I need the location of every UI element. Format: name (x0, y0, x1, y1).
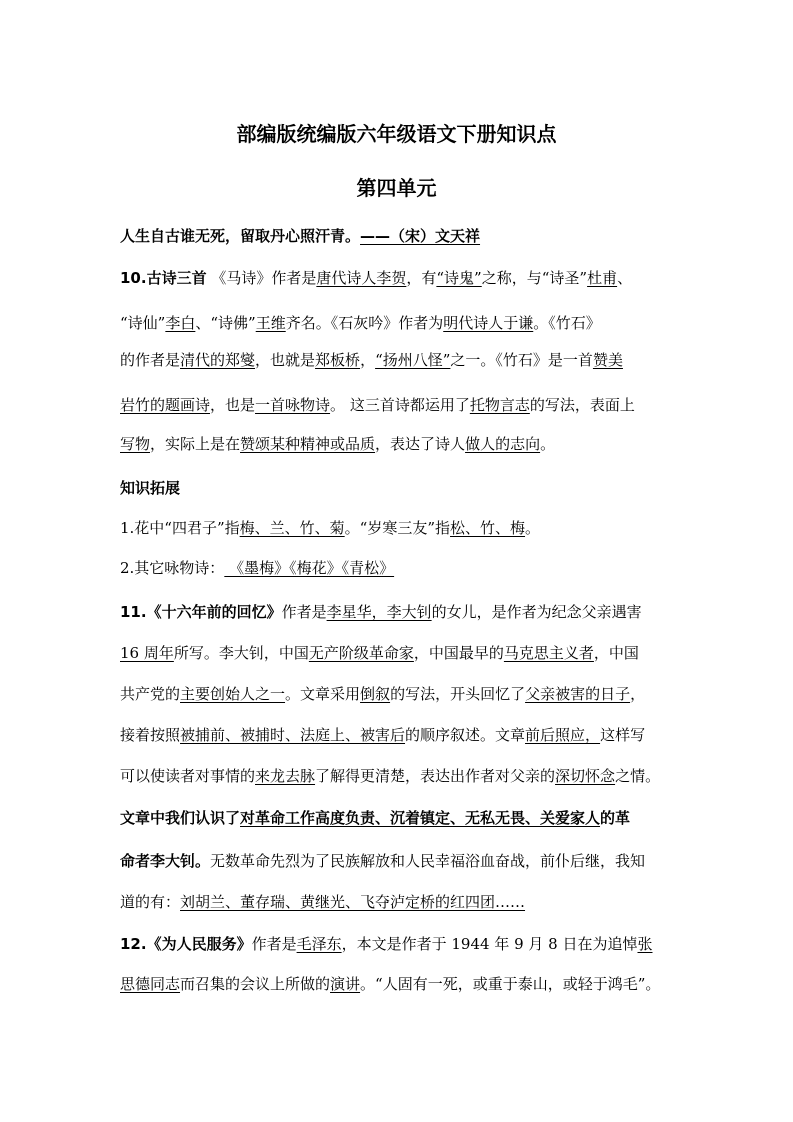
extension-item-1 (120, 518, 540, 538)
motto-source: ——（宋）文天祥 (360, 227, 481, 245)
text: 文章中我们认识了 (120, 809, 241, 827)
text: 。“人固有一死，或重于泰山，或轻于鸿毛”。 (360, 975, 661, 993)
p11-line-6 (120, 808, 630, 828)
text: 所写。李大钊，中国 (173, 644, 309, 662)
underlined-text: 做人的志向 (465, 435, 541, 453)
underlined-text: 张 (637, 935, 653, 953)
text: ，本文是作者于 1944 年 9 月 8 日在为追悼 (341, 935, 638, 953)
underlined-text: 唐代诗人李贺 (316, 269, 407, 287)
text: ，也是 (210, 396, 256, 414)
underlined-text: 无产阶级革命家 (308, 644, 414, 662)
underlined-text: 演讲 (330, 975, 361, 993)
underlined-text: 深切怀念 (555, 767, 616, 785)
underlined-text: 一首咏物诗 (255, 396, 331, 414)
underlined-text: 岩竹的题画诗 (120, 396, 211, 414)
text: 作者是 (251, 935, 297, 953)
p12-line-2 (120, 974, 660, 994)
underlined-text: 对革命工作高度负责、沉着镇定、无私无畏、关爱家人 (240, 809, 601, 827)
text: 可以使读者对事情的 (120, 767, 256, 785)
bold-text: 命者李大钊。 (120, 852, 211, 870)
text: 、 (617, 269, 633, 287)
underlined-text: 赞美 (592, 351, 623, 369)
text: 了解得更清楚，表达出作者对父亲的 (315, 767, 556, 785)
text: 的作者是 (120, 351, 181, 369)
text: 之一。《竹石》是一首 (450, 351, 593, 369)
underlined-text: 赞颂某种精神或品质 (240, 435, 376, 453)
text: 这样写 (600, 726, 646, 744)
underlined-text: 倒叙 (360, 685, 391, 703)
extension-item-2 (120, 558, 394, 578)
text: 1.花中“四君子”指 (120, 519, 240, 537)
p10-line-5 (120, 434, 555, 454)
text: 齐名。《石灰吟》作者为 (285, 314, 444, 332)
p11-line-2 (120, 643, 639, 663)
motto-text: 人生自古谁无死，留取丹心照汗青。 (120, 227, 361, 245)
underlined-text: 李星华，李大钊 (326, 603, 432, 621)
underlined-text: 松、竹、梅 (450, 519, 526, 537)
text: ， (360, 351, 376, 369)
text: 而召集的会议上所做的 (180, 975, 331, 993)
underlined-text: 被捕前、被捕时、法庭上、被害后 (180, 726, 406, 744)
p12-line-1 (120, 934, 653, 954)
underlined-text: 来龙去脉 (255, 767, 316, 785)
underlined-text: “扬州八怪” (375, 351, 451, 369)
text: ，有 (406, 269, 437, 287)
text: 道的有： (120, 893, 181, 911)
text: 的革 (600, 809, 631, 827)
underlined-text: 李白 (165, 314, 196, 332)
text: ，中国最早的 (413, 644, 504, 662)
underlined-text: 《墨梅》《梅花》《青松》 (224, 559, 395, 577)
text: ，也就是 (255, 351, 316, 369)
text: 。《竹石》 (533, 314, 601, 332)
document-title: 部编版统编版六年级语文下册知识点 (236, 122, 557, 146)
text: 的女儿，是作者为纪念父亲遇害 (431, 603, 642, 621)
p10-line-4 (120, 395, 635, 415)
underlined-text: 刘胡兰、董存瑞、黄继光、飞夺泸定桥的红四团…… (180, 893, 526, 911)
text: ， (630, 685, 646, 703)
underlined-text: 明代诗人于谦 (443, 314, 534, 332)
underlined-text: 托物言志 (469, 396, 530, 414)
underlined-text: 王维 (255, 314, 286, 332)
underlined-text: 清代的郑燮 (180, 351, 256, 369)
unit-heading: 第四单元 (356, 176, 437, 200)
underlined-text: 梅、兰、竹、菊 (239, 519, 345, 537)
underlined-text: 马克思主义者 (503, 644, 594, 662)
text: 。文章采用 (285, 685, 361, 703)
underlined-text: 郑板桥 (315, 351, 361, 369)
p11-line-5 (120, 766, 660, 786)
p11-line-7 (120, 851, 645, 871)
p11-line-4 (120, 725, 645, 745)
p10-line-2 (120, 313, 601, 333)
underlined-text: 主要创始人之一 (180, 685, 286, 703)
text: 。 (540, 435, 556, 453)
text: 的顺序叙述。文章 (405, 726, 526, 744)
text: 无数革命先烈为了民族解放和人民幸福浴血奋战，前仆后继，我知 (210, 852, 646, 870)
text: ，实际上是在 (150, 435, 241, 453)
text: ，表达了诗人 (375, 435, 466, 453)
underlined-text: 杜甫 (587, 269, 618, 287)
text: 共产党的 (120, 685, 181, 703)
underlined-text: 毛泽东 (296, 935, 342, 953)
text: ，中国 (593, 644, 639, 662)
underlined-text: 写物 (120, 435, 151, 453)
text: 、“诗佛” (195, 314, 256, 332)
text: 之称，与“诗圣” (481, 269, 588, 287)
text: 。 (525, 519, 541, 537)
text: 的写法，开头回忆了 (390, 685, 526, 703)
underlined-text: 前后照应， (525, 726, 601, 744)
section-12-heading: 12.《为人民服务》 (120, 935, 252, 953)
underlined-text: 16 周年 (120, 644, 174, 662)
text: 《马诗》作者是 (206, 269, 317, 287)
knowledge-extension-heading: 知识拓展 (120, 479, 181, 497)
underlined-text: 父亲被害的日子 (525, 685, 631, 703)
text: 。 这三首诗都运用了 (330, 396, 470, 414)
text: 作者是 (281, 603, 327, 621)
section-11-heading: 11.《十六年前的回忆》 (120, 603, 282, 621)
text: “诗仙” (120, 314, 166, 332)
text: 的写法，表面上 (529, 396, 635, 414)
underlined-text: 思德同志 (120, 975, 181, 993)
underlined-text: “诗鬼” (436, 269, 482, 287)
motto (120, 226, 480, 246)
text: 接着按照 (120, 726, 181, 744)
text: 之情。 (615, 767, 661, 785)
p11-line-8 (120, 892, 525, 912)
p10-line-3 (120, 350, 623, 370)
p10-line-1 (120, 268, 632, 288)
section-10-heading: 10.古诗三首 (120, 269, 207, 287)
text: 2.其它咏物诗： (120, 559, 225, 577)
text: 。“岁寒三友”指 (344, 519, 451, 537)
p11-line-1 (120, 602, 642, 622)
p11-line-3 (120, 684, 645, 704)
